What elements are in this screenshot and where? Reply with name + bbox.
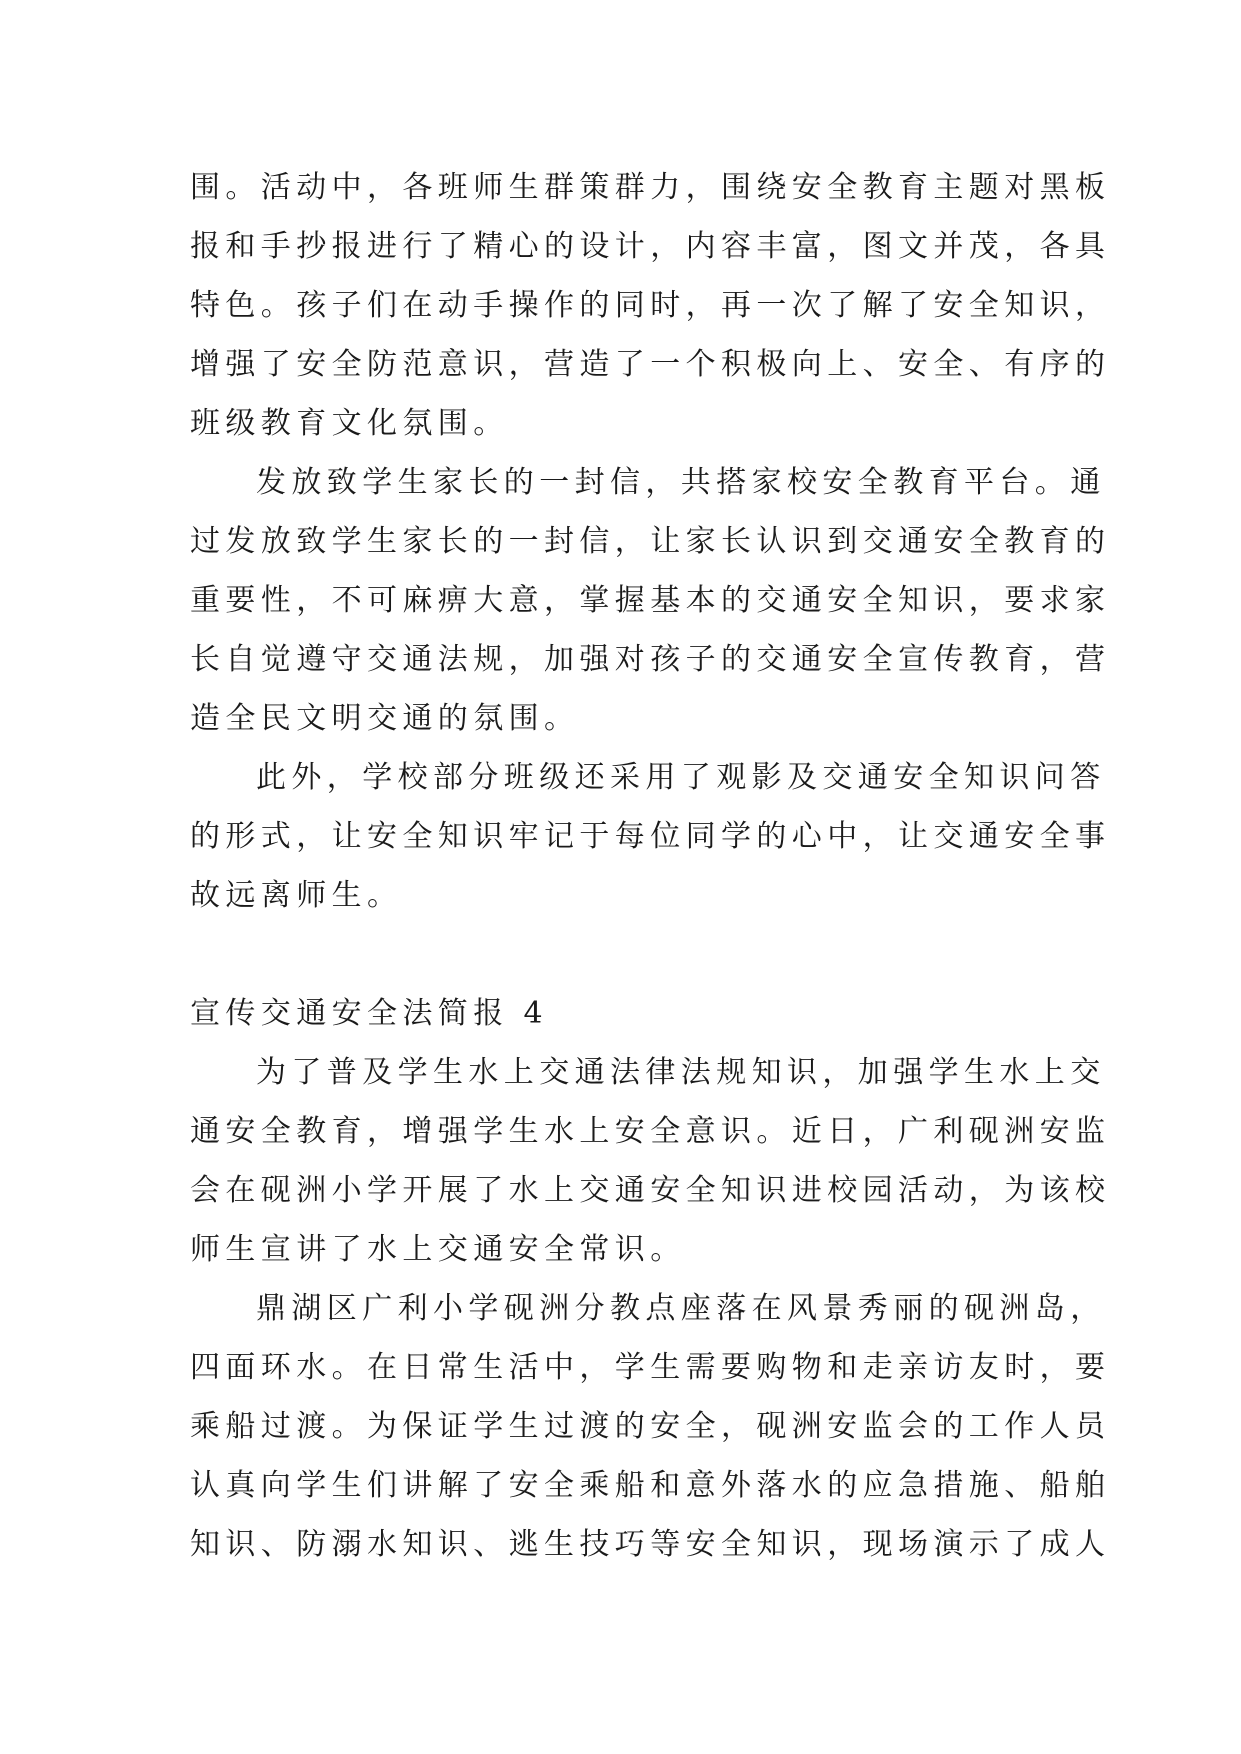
text-line: 重要性，不可麻痹大意，掌握基本的交通安全知识，要求家 [190, 583, 1111, 618]
paragraph-3 [190, 748, 1111, 925]
text-line: 故远离师生。 [190, 878, 403, 913]
paragraph-4 [190, 1043, 1111, 1279]
text-line: 报和手抄报进行了精心的设计，内容丰富，图文并茂，各具 [190, 229, 1111, 264]
section-heading-text: 宣传交通安全法简报 4 [190, 996, 549, 1031]
paragraph-2 [190, 453, 1111, 748]
text-line: 过发放致学生家长的一封信，让家长认识到交通安全教育的 [190, 524, 1111, 559]
text-line: 围。活动中，各班师生群策群力，围绕安全教育主题对黑板 [190, 170, 1111, 205]
section-heading [190, 984, 1050, 1043]
text-line: 乘船过渡。为保证学生过渡的安全，砚洲安监会的工作人员 [190, 1409, 1111, 1444]
text-line: 师生宣讲了水上交通安全常识。 [190, 1232, 686, 1267]
text-line: 此外，学校部分班级还采用了观影及交通安全知识问答 [256, 760, 1106, 795]
text-line: 发放致学生家长的一封信，共搭家校安全教育平台。通 [256, 465, 1106, 500]
text-line: 长自觉遵守交通法规，加强对孩子的交通安全宣传教育，营 [190, 642, 1111, 677]
text-line: 班级教育文化氛围。 [190, 406, 509, 441]
text-line: 为了普及学生水上交通法律法规知识，加强学生水上交 [256, 1055, 1106, 1090]
text-line: 鼎湖区广利小学砚洲分教点座落在风景秀丽的砚洲岛， [256, 1291, 1106, 1326]
text-line: 增强了安全防范意识，营造了一个积极向上、安全、有序的 [190, 347, 1111, 382]
text-line: 知识、防溺水知识、逃生技巧等安全知识，现场演示了成人 [190, 1527, 1111, 1562]
text-line: 通安全教育，增强学生水上安全意识。近日，广利砚洲安监 [190, 1114, 1111, 1149]
text-line: 认真向学生们讲解了安全乘船和意外落水的应急措施、船舶 [190, 1468, 1111, 1503]
paragraph-5 [190, 1279, 1111, 1574]
text-line: 特色。孩子们在动手操作的同时，再一次了解了安全知识， [190, 288, 1111, 323]
text-line: 会在砚洲小学开展了水上交通安全知识进校园活动，为该校 [190, 1173, 1111, 1208]
text-line: 的形式，让安全知识牢记于每位同学的心中，让交通安全事 [190, 819, 1111, 854]
text-line: 造全民文明交通的氛围。 [190, 701, 580, 736]
text-line: 四面环水。在日常生活中，学生需要购物和走亲访友时，要 [190, 1350, 1111, 1385]
paragraph-1 [190, 158, 1111, 453]
document-body [190, 158, 1111, 1574]
